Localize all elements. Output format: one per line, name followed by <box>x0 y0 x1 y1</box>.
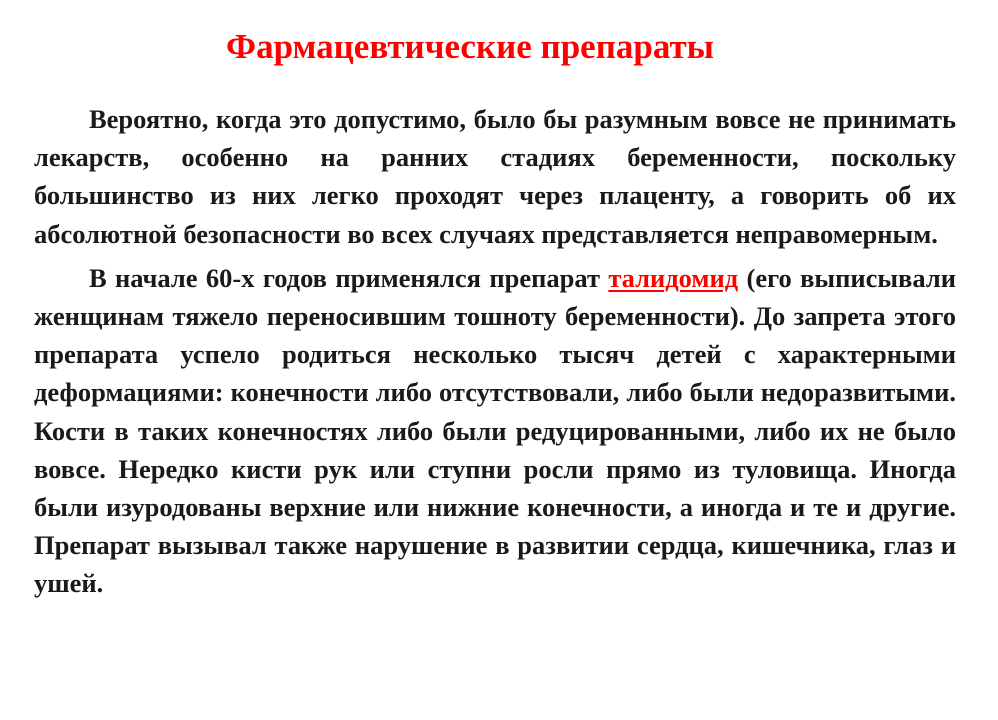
paragraph-thalidomide-intro: В начале 60-х годов применялся препарат <box>89 262 609 293</box>
slide-title: Фармацевтические препараты <box>226 27 714 66</box>
thalidomide-link[interactable]: талидомид <box>608 262 739 293</box>
paragraph-pregnancy-drugs: Вероятно, когда это допустимо, было бы разумным вовсе не принимать лекарств, особенно на ранних стадиях беременности, поскольку большинство из них легко проходят через плаценту, а говорить об их абсолютной безопасности во всех случаях представляется неправомерным. <box>34 104 956 249</box>
slide-body <box>34 100 956 603</box>
paragraph-thalidomide-rest: (его выписывали женщинам тяжело переносившим тошноту беременности). До запрета этого препарата успело родиться несколько тысяч детей с характерными деформациями: конечности либо отсутствовали, либо были недоразвитыми. Кости в таких конечностях либо были редуцированными, либо их не было вовсе. Нередко кисти рук или ступни росли прямо из туловища. Иногда были изуродованы верхние или нижние конечности, а иногда и те и другие. Препарат вызывал также нарушение в развитии сердца, кишечника, глаз и ушей. <box>34 262 956 599</box>
paragraph-thalidomide <box>34 259 956 603</box>
